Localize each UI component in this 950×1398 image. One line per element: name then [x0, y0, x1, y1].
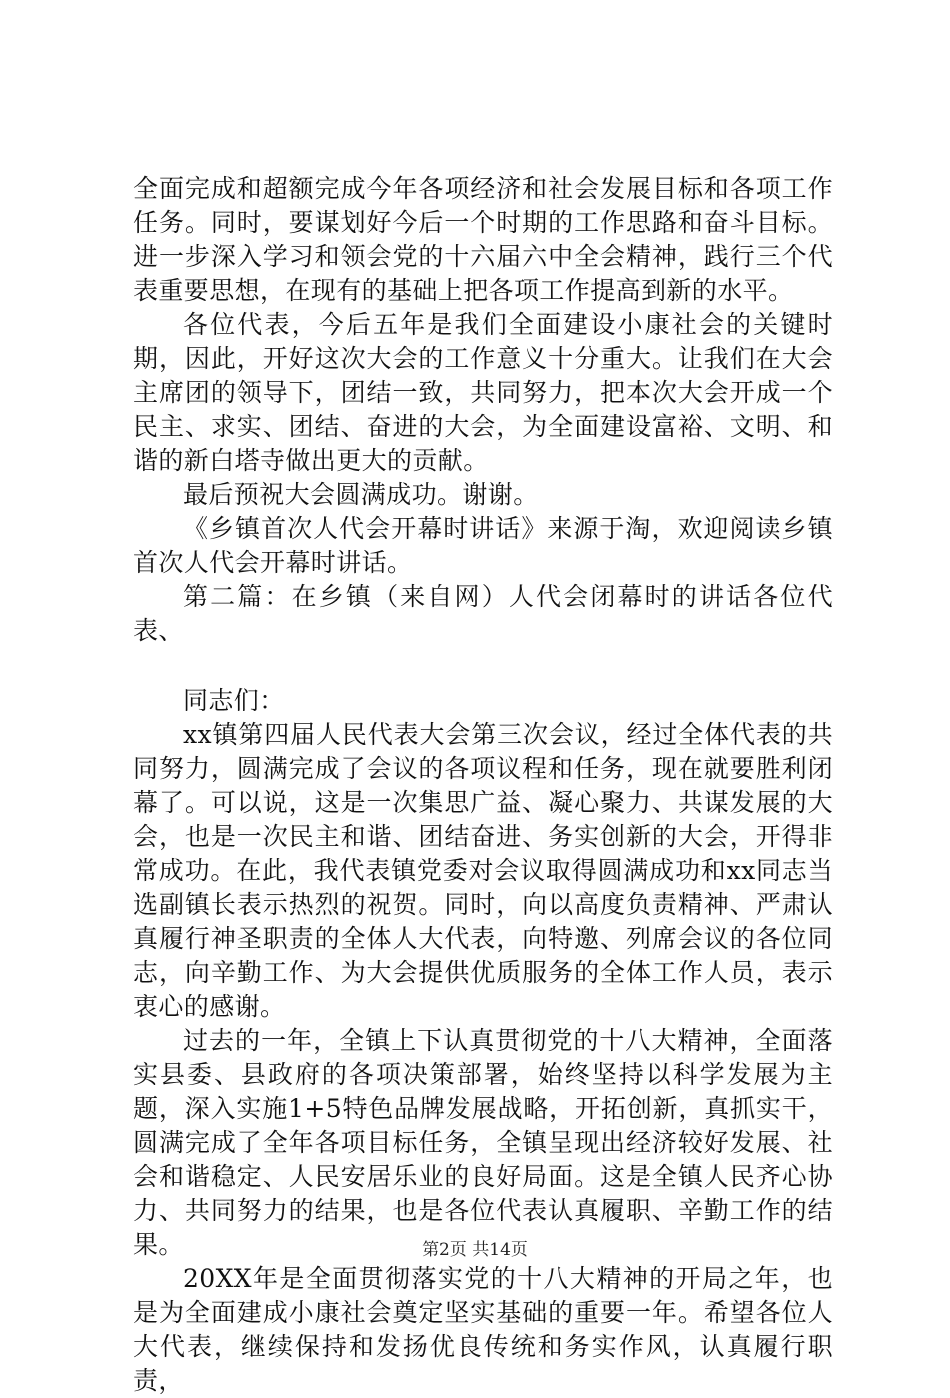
paragraph-closing-wish: 最后预祝大会圆满成功。谢谢。 — [183, 480, 539, 509]
section-heading: 第二篇：在乡镇（来自网）人代会闭幕时的讲话各位代表、 — [133, 582, 833, 645]
paragraph-meeting-summary: xx镇第四届人民代表大会第三次会议，经过全体代表的共同努力，圆满完成了会议的各项议程和任务，现在就要胜利闭幕了。可以说，这是一次集思广益、凝心聚力、共谋发展的大会，也是一次民主和谐、团结奋进、务实创新的大会，开得非常成功。在此，我代表镇党委对会议取得圆满成功和xx同志当选副镇长表示热烈的祝贺。同时，向以高度负责精神、严肃认真履行神圣职责的全体人大代表，向特邀、列席会议的各位同志，向辛勤工作、为大会提供优质服务的全体工作人员，表示衷心的感谢。 — [133, 720, 833, 1021]
salutation: 同志们： — [183, 686, 285, 715]
paragraph-continuation: 全面完成和超额完成今年各项经济和社会发展目标和各项工作任务。同时，要谋划好今后一个时期的工作思路和奋斗目标。进一步深入学习和领会党的十六届六中全会精神，践行三个代表重要思想，在现有的基础上把各项工作提高到新的水平。 — [133, 174, 833, 305]
paragraph-representatives: 各位代表，今后五年是我们全面建设小康社会的关键时期，因此，开好这次大会的工作意义十分重大。让我们在大会主席团的领导下，团结一致，共同努力，把本次大会开成一个民主、求实、团结、奋进的大会，为全面建设富裕、文明、和谐的新白塔寺做出更大的贡献。 — [133, 310, 833, 475]
paragraph-past-year: 过去的一年，全镇上下认真贯彻党的十八大精神，全面落实县委、县政府的各项决策部署，始终坚持以科学发展为主题，深入实施1+5特色品牌发展战略，开拓创新，真抓实干，圆满完成了全年各项目标任务，全镇呈现出经济较好发展、社会和谐稳定、人民安居乐业的良好局面。这是全镇人民齐心协力、共同努力的结果，也是各位代表认真履职、辛勤工作的结果。 — [133, 1026, 833, 1259]
paragraph-source-note: 《乡镇首次人代会开幕时讲话》来源于淘，欢迎阅读乡镇首次人代会开幕时讲话。 — [133, 514, 833, 577]
document-body — [133, 172, 833, 1398]
paragraph-new-year: 20XX年是全面贯彻落实党的十八大精神的开局之年，也是为全面建成小康社会奠定坚实基础的重要一年。希望各位人大代表，继续保持和发扬优良传统和务实作风，认真履行职责， — [133, 1264, 833, 1395]
page-number-footer: 第2页 共14页 — [422, 1240, 528, 1260]
